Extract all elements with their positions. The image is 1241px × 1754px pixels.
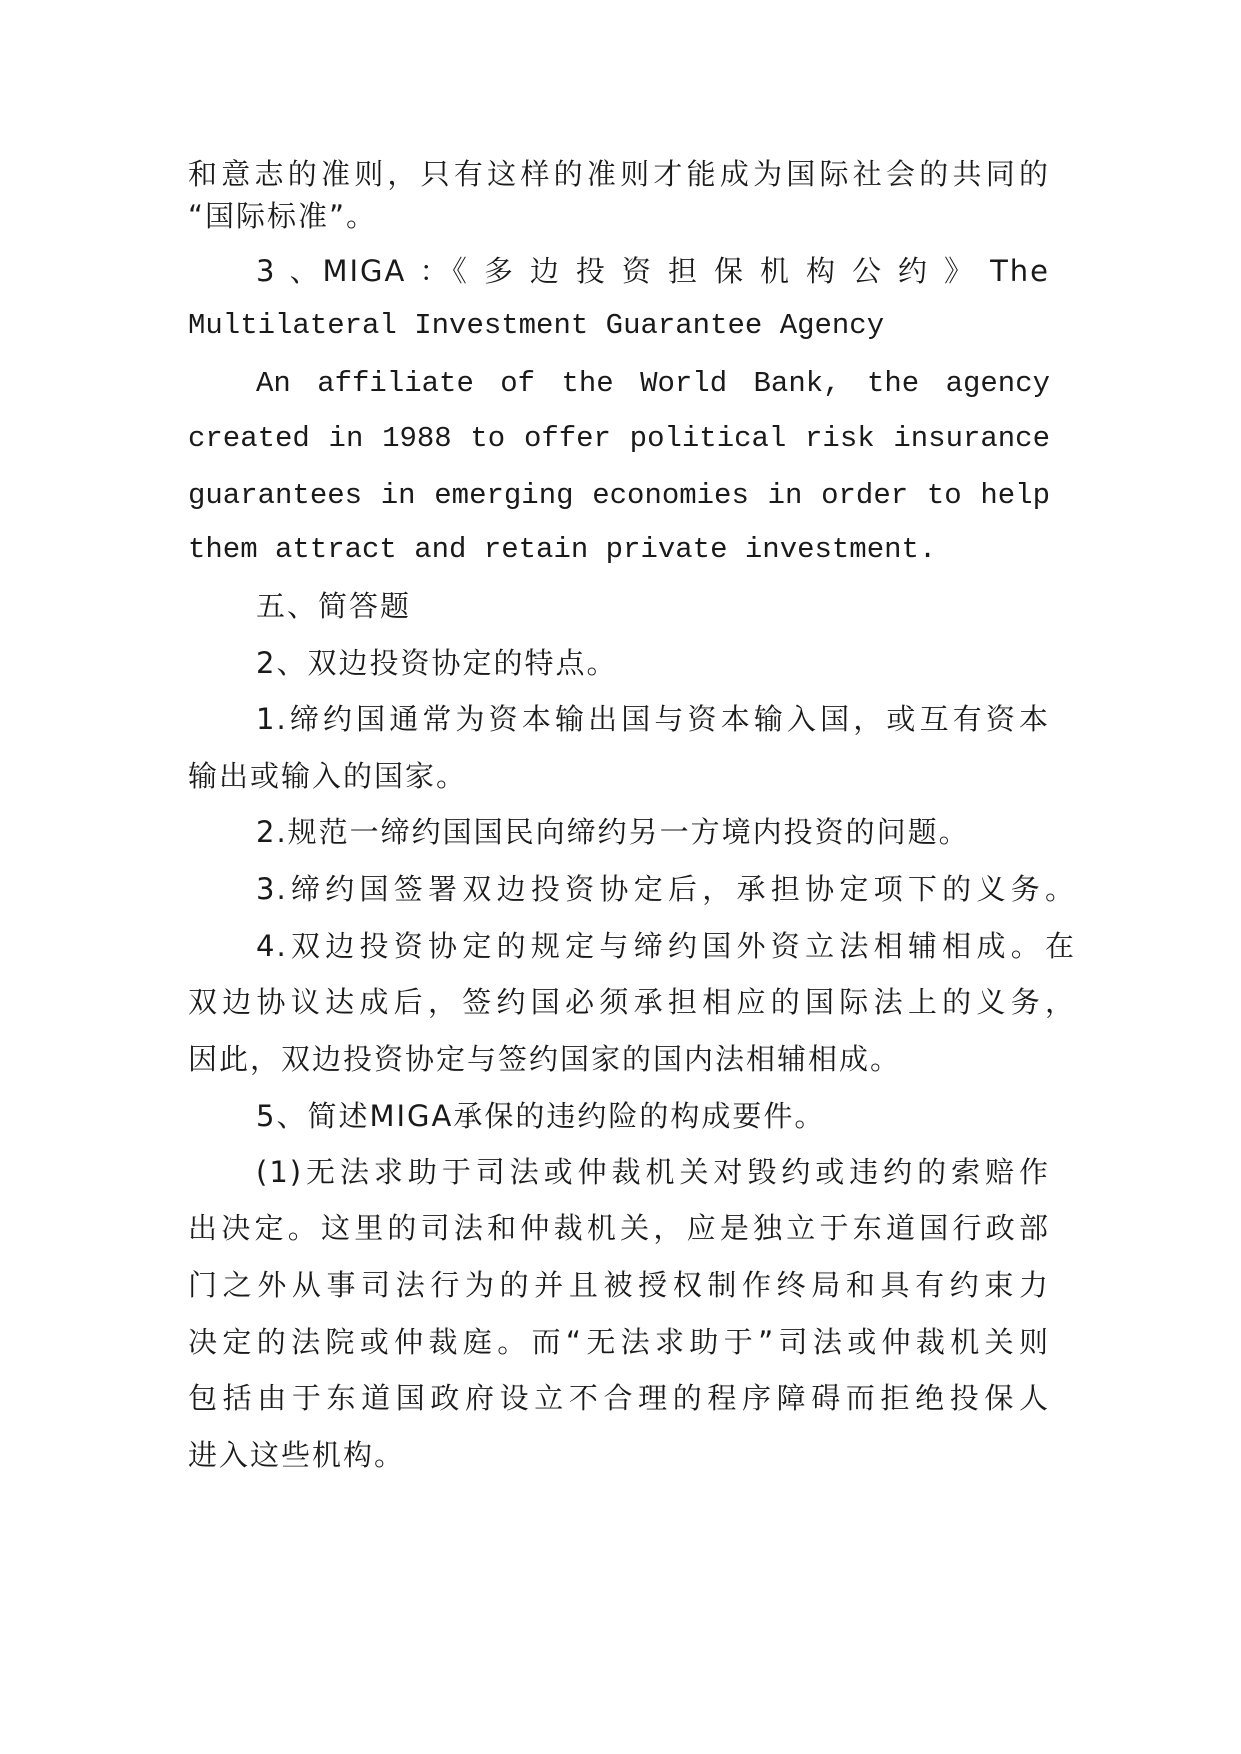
paragraph-line: Multilateral Investment Guarantee Agency: [188, 309, 885, 342]
section-heading: 五、简答题: [256, 589, 412, 623]
question-heading: 5、简述MIGA承保的违约险的构成要件。: [256, 1099, 826, 1133]
paragraph-line: them attract and retain private investment.: [188, 533, 937, 566]
paragraph-line: guarantees in emerging economies in order to help: [188, 479, 1050, 512]
paragraph-line: 决定的法院或仲裁庭。而“无法求助于”司法或仲裁机关则: [188, 1325, 1050, 1359]
question-heading: 2、双边投资协定的特点。: [256, 646, 618, 680]
paragraph-line: 3.缔约国签署双边投资协定后，承担协定项下的义务。: [256, 872, 1076, 906]
paragraph-line: (1)无法求助于司法或仲裁机关对毁约或违约的索赔作: [256, 1155, 1050, 1189]
paragraph-line: 1.缔约国通常为资本输出国与资本输入国，或互有资本: [256, 702, 1050, 736]
paragraph-line: 包括由于东道国政府设立不合理的程序障碍而拒绝投保人: [188, 1381, 1050, 1415]
paragraph-line: created in 1988 to offer political risk insurance: [188, 422, 1050, 455]
paragraph-line: 输出或输入的国家。: [188, 759, 468, 793]
paragraph-line: 和意志的准则，只有这样的准则才能成为国际社会的共同的: [188, 157, 1050, 191]
paragraph-line: 3 、MIGA ：《 多 边 投 资 担 保 机 构 公 约 》 The: [256, 254, 1050, 288]
paragraph-line: 门之外从事司法行为的并且被授权制作终局和具有约束力: [188, 1268, 1050, 1302]
paragraph-line: 双边协议达成后，签约国必须承担相应的国际法上的义务，: [188, 985, 1076, 1019]
paragraph-line: 因此，双边投资协定与签约国家的国内法相辅相成。: [188, 1042, 902, 1076]
paragraph-line: 出决定。这里的司法和仲裁机关，应是独立于东道国行政部: [188, 1211, 1050, 1245]
paragraph-line: 进入这些机构。: [188, 1438, 406, 1472]
paragraph-line: “国际标准”。: [188, 199, 378, 233]
paragraph-line: An affiliate of the World Bank, the agency: [256, 367, 1050, 400]
paragraph-line: 4.双边投资协定的规定与缔约国外资立法相辅相成。在: [256, 929, 1076, 963]
paragraph-line: 2.规范一缔约国国民向缔约另一方境内投资的问题。: [256, 815, 970, 849]
